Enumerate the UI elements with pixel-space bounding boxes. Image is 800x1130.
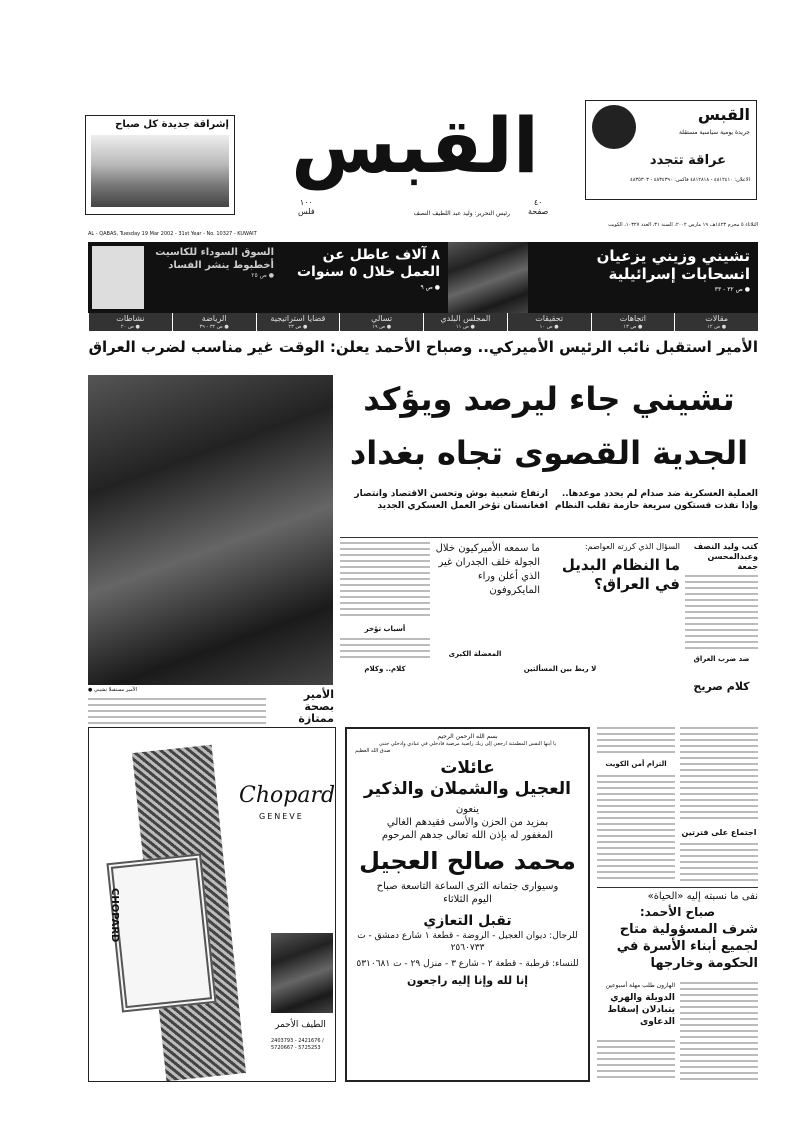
question-title: ما النظام البديل في العراق؟ (561, 556, 680, 593)
subhead-talk: كلام.. وكلام (364, 665, 406, 673)
subhead-right: العملية العسكرية ضد صدام لم يحدد موعدها.. وإذا نفذت فستكون سريعة حازمة تقلب النظام (555, 489, 758, 511)
page-count: ٤٠ صفحة (528, 198, 549, 216)
funeral-time: وسيوارى جثمانه الثرى الساعة التاسعة صباح اليوم الثلاثاء (376, 881, 559, 905)
promo-phones: الاعلان: ٤٨١٢٤١٠ - ٤٨١٢٨١٨ فاكس: ٤٨٣٤٣٩٠ - ٤٨٣٥٣٠٣ (630, 177, 750, 183)
ad-band-text: CHOPARD (109, 888, 120, 943)
left-ad-text: إشراقة جديدة كل صباح (115, 119, 229, 130)
column-text (685, 575, 758, 650)
photo-caption: ● الأمير مستقبلا تشيني (88, 687, 138, 693)
column-text (597, 727, 675, 755)
newspaper-logo: القبس (291, 101, 539, 190)
verse: يا أيتها النفس المطمئنة ارجعي إلى ربك راضية مرضية فادخلي في عبادي وادخلي جنتي (378, 741, 557, 747)
ad-brand: Chopard (239, 783, 336, 808)
promo-title: عراقة تتجدد (649, 153, 726, 168)
price: ١٠٠ فلس (298, 198, 315, 216)
byline: كتب وليد النصف وعبدالمحسن جمعة (693, 542, 758, 571)
obituary-line: بمزيد من الحزن والأسى فقيدهم الغالي (386, 817, 549, 828)
main-photo (88, 375, 333, 685)
model-photo (271, 933, 333, 1013)
column-text (680, 982, 758, 1080)
story2-title-1: صباح الأحمد: (639, 905, 716, 919)
tab-sports[interactable]: الرياضة ● ص ٣٢ - ٣٩ (172, 313, 256, 331)
teaser-2[interactable]: ٨ آلاف عاطل عن العمل خلال ٥ سنوات ● ص ٩ (296, 247, 440, 291)
column-text (340, 638, 430, 660)
condolences-women: للنساء: قرطبة - قطعة ٢ - شارع ٣ - منزل ٢٩ - ت ٥٣١٠٦٨١ (356, 959, 579, 969)
main-headline: تشيني جاء ليرصد ويؤكد الجدية القصوى تجاه بغداد (349, 380, 749, 472)
families-names: العجيل والشملان والذكير (364, 779, 571, 799)
teaser-1[interactable]: تشيني وزيني يزعيان انسحابات إسرائيلية ● ص ٣٢ - ٣٣ (596, 247, 750, 293)
store-name: الطيف الأحمر (275, 1020, 326, 1030)
column-text (680, 727, 758, 822)
condolences-men: للرجال: ديوان العجيل - الروضة - قطعة ١ شارع دمشق - ت ٢٥٦٠٧٣٣ (357, 931, 578, 953)
teaser-photo (448, 242, 528, 313)
subhead-strike: ضد ضرب العراق (693, 655, 750, 663)
date-english: AL - QABAS, Tuesday 19 Mar 2002 - 31st Year - No. 10327 - KUWAIT (88, 231, 257, 237)
deceased-name: محمد صالح العجيل (359, 847, 576, 875)
ad-city: GENEVE (259, 812, 304, 821)
editor-line: رئيس التحرير: وليد عبد اللطيف النصف (413, 210, 510, 217)
promo-tagline: جريدة يومية سياسية مستقلة (678, 129, 750, 136)
basmala: بسم الله الرحمن الرحيم (437, 733, 498, 740)
subhead-crisis: المعضلة الكبرى (448, 650, 502, 658)
announce: ينعون (455, 804, 480, 815)
promo-globe-icon (592, 105, 636, 149)
verse-end: صدق الله العظيم (355, 748, 391, 754)
tab-articles[interactable]: مقالات ● ص ١٢ (674, 313, 758, 331)
promo-box (585, 100, 757, 200)
question-kicker: السؤال الذي كررته العواصم: (584, 542, 680, 551)
section-tabs (88, 313, 758, 331)
chopard-ad[interactable] (88, 727, 336, 1082)
tab-entertainment[interactable]: تسالي ● ص ١٩ (339, 313, 423, 331)
teaser-band (88, 242, 758, 313)
date-arabic: الثلاثاء ٥ محرم ١٤٢٣هـ، ١٩ مارس ٢٠٠٢، السنة ٣١، العدد ١٠٣٢٧، الكويت (608, 222, 758, 228)
tab-municipal[interactable]: المجلس البلدي ● ص ١١ (423, 313, 507, 331)
store-phones: 2403793 - 2421676 / 5720667 - 5725253 (271, 1038, 324, 1051)
condolences-title: تقبل التعازي (423, 913, 512, 929)
column-text (340, 542, 430, 620)
story2-kicker: نفى ما نسبته إليه «الحياة» (647, 891, 758, 902)
column-text (597, 1040, 675, 1080)
subhead-reasons: أسباب تؤخر (364, 625, 406, 633)
side-kicker: الهارون طلب مهلة أسبوعين (605, 982, 675, 989)
main-kicker: الأمير استقبل نائب الرئيس الأميركي.. وصباح الأحمد يعلن: الوقت غير مناسب لضرب العراق (88, 338, 758, 356)
column-text (597, 775, 675, 880)
teaser-3[interactable]: السوق السوداء للكاسيت أخطبوط ينشر الفساد ● ص ٢٥ (155, 247, 274, 279)
heard-title: ما سمعه الأميركيون خلال الجولة خلف الجدران غير الذي أعلن وراء المايكروفون (435, 543, 540, 596)
emir-health-title: الأمير بصحة ممتازة (298, 688, 334, 725)
subhead-clear-talk: كلام صريح (693, 680, 750, 693)
promo-logo: القبس (697, 105, 750, 124)
subhead-left: ارتفاع شعبية بوش وتحسن الاقتصاد وانتصار افغانستان تؤخر العمل العسكري الجديد (354, 489, 548, 511)
story2-title-2: شرف المسؤولية متاح لجميع أبناء الأسرة في الحكومة وخارجها (616, 922, 758, 971)
obituary-notice (345, 727, 590, 1082)
families-label: عائلات (440, 758, 495, 778)
divider (340, 537, 758, 538)
column-text (88, 698, 266, 724)
tab-strategic[interactable]: قضايا استراتيجية ● ص ٢٣ (256, 313, 340, 331)
obituary-line: المغفور له بإذن الله تعالى جدهم المرحوم (381, 830, 554, 841)
tab-investigations[interactable]: تحقيقات ● ص ١٠ (507, 313, 591, 331)
subhead-no-link: لا ربط بين المسألتين (523, 665, 597, 673)
subhead-meeting: اجتماع على فترتين (681, 828, 757, 837)
teaser-3-photo (92, 246, 144, 309)
tab-activities[interactable]: نشاطات ● ص ٢٠ (88, 313, 172, 331)
column-text (680, 843, 758, 881)
tab-trends[interactable]: اتجاهات ● ص ١٣ (591, 313, 675, 331)
divider (597, 887, 758, 888)
masthead-left-ad[interactable] (85, 115, 235, 215)
side-title: الدويلة والهري يتبادلان إسقاط الدعاوى (607, 993, 675, 1027)
subhead-kuwait: التزام أمن الكويت (605, 760, 667, 768)
closing-verse: إنا لله وإنا إليه راجعون (406, 974, 529, 987)
sunrise-image (91, 135, 229, 207)
watch-face (106, 853, 216, 1012)
